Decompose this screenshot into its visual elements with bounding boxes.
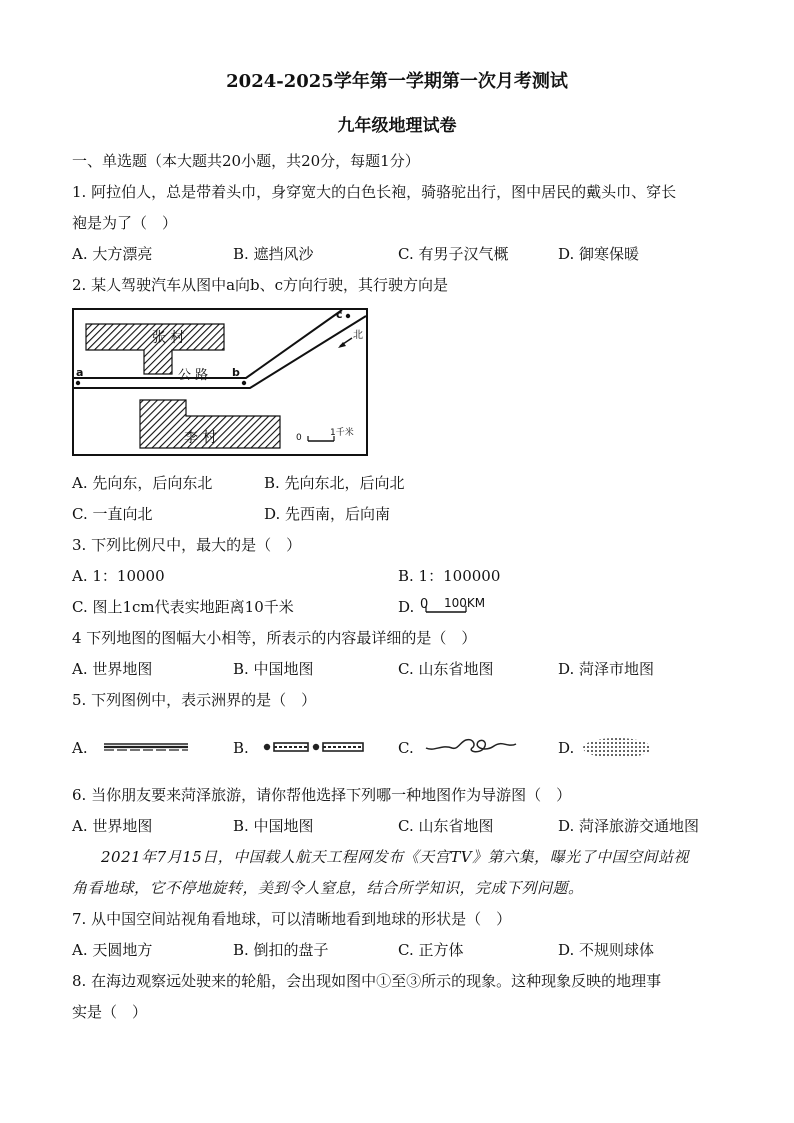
- road-label: 公 路: [178, 368, 209, 383]
- q3-option-b[interactable]: B. 1：100000: [398, 567, 501, 585]
- point-a-marker: [76, 381, 80, 385]
- question-4-stem: 4 下列地图的图幅大小相等，所表示的内容最详细的是（ ）: [72, 629, 477, 647]
- q1-option-b[interactable]: B. 遮挡风沙: [233, 245, 314, 263]
- legend-symbol-d: [582, 737, 652, 759]
- q1-option-d[interactable]: D. 御寒保暖: [558, 245, 640, 263]
- q5-option-c[interactable]: C.: [398, 739, 414, 757]
- q3-option-a[interactable]: A. 1：10000: [72, 567, 165, 585]
- q2-option-c[interactable]: C. 一直向北: [72, 505, 153, 523]
- q4-option-b[interactable]: B. 中国地图: [233, 660, 314, 678]
- passage-line-2: 角看地球，它不停地旋转，美到令人窒息，结合所学知识，完成下列问题。: [72, 879, 584, 897]
- question-8-stem-cont: 实是（ ）: [72, 1003, 148, 1021]
- question-5-stem: 5. 下列图例中，表示洲界的是（ ）: [72, 691, 317, 709]
- q5-option-a[interactable]: A.: [72, 739, 88, 757]
- q5-option-d[interactable]: D.: [558, 739, 575, 757]
- point-b-marker: [242, 381, 246, 385]
- legend-symbol-b: [262, 740, 366, 754]
- q7-option-b[interactable]: B. 倒扣的盘子: [233, 941, 329, 959]
- question-1-stem: 1. 阿拉伯人，总是带着头巾，身穿宽大的白色长袍，骑骆驼出行，图中居民的戴头巾、穿长: [72, 183, 677, 201]
- legend-symbol-c: [424, 734, 518, 758]
- q6-option-a[interactable]: A. 世界地图: [72, 817, 153, 835]
- q7-option-a[interactable]: A. 天圆地方: [72, 941, 153, 959]
- village-road-map-figure: [72, 308, 368, 456]
- q3-option-d[interactable]: D.: [398, 598, 415, 616]
- q1-option-c[interactable]: C. 有男子汉气概: [398, 245, 509, 263]
- q4-option-c[interactable]: C. 山东省地图: [398, 660, 494, 678]
- point-c-label: c: [336, 308, 343, 321]
- question-2-stem: 2. 某人驾驶汽车从图中a向b、c方向行驶，其行驶方向是: [72, 276, 449, 294]
- question-3-stem: 3. 下列比例尺中，最大的是（ ）: [72, 536, 302, 554]
- q6-option-b[interactable]: B. 中国地图: [233, 817, 314, 835]
- point-a-label: a: [76, 366, 84, 379]
- q4-option-a[interactable]: A. 世界地图: [72, 660, 153, 678]
- page-title: 2024-2025学年第一学期第一次月考测试: [226, 71, 568, 92]
- point-b-label: b: [232, 366, 240, 379]
- q2-option-a[interactable]: A. 先向东，后向东北: [72, 474, 213, 492]
- zhang-village-label: 张 村: [152, 330, 185, 346]
- question-7-stem: 7. 从中国空间站视角看地球，可以清晰地看到地球的形状是（ ）: [72, 910, 512, 928]
- q3-option-c[interactable]: C. 图上1cm代表实地距离10千米: [72, 598, 294, 616]
- q7-option-c[interactable]: C. 正方体: [398, 941, 464, 959]
- question-6-stem: 6. 当你朋友要来菏泽旅游，请你帮他选择下列哪一种地图作为导游图（ ）: [72, 786, 572, 804]
- q2-option-d[interactable]: D. 先西南，后向南: [264, 505, 391, 523]
- page-subtitle: 九年级地理试卷: [337, 116, 457, 136]
- q4-option-d[interactable]: D. 菏泽市地图: [558, 660, 655, 678]
- passage-line-1: 2021年7月15日，中国载人航天工程网发布《天宫TV》第六集，曝光了中国空间站视: [101, 848, 690, 866]
- legend-symbol-a: [104, 740, 188, 754]
- section-heading: 一、单选题（本大题共20小题，共20分，每题1分）: [72, 152, 420, 170]
- scale-bar-value: 100KM: [444, 596, 486, 610]
- q2-option-b[interactable]: B. 先向东北，后向北: [264, 474, 405, 492]
- question-1-stem-cont: 袍是为了（ ）: [72, 214, 178, 232]
- q7-option-d[interactable]: D. 不规则球体: [558, 941, 655, 959]
- li-village-label: 李 村: [184, 430, 217, 446]
- point-c-marker: [346, 314, 350, 318]
- scale-bar-zero: 0: [420, 597, 429, 612]
- scale-label: 1千米: [330, 428, 354, 438]
- question-8-stem: 8. 在海边观察远处驶来的轮船，会出现如图中①至③所示的现象。这种现象反映的地理事: [72, 972, 662, 990]
- q1-option-a[interactable]: A. 大方漂亮: [72, 245, 153, 263]
- q5-option-b[interactable]: B.: [233, 739, 249, 757]
- q6-option-d[interactable]: D. 菏泽旅游交通地图: [558, 817, 700, 835]
- north-label: 北: [353, 330, 363, 341]
- q6-option-c[interactable]: C. 山东省地图: [398, 817, 494, 835]
- scale-bar-100km: [420, 594, 500, 618]
- scale-zero: 0: [296, 433, 302, 443]
